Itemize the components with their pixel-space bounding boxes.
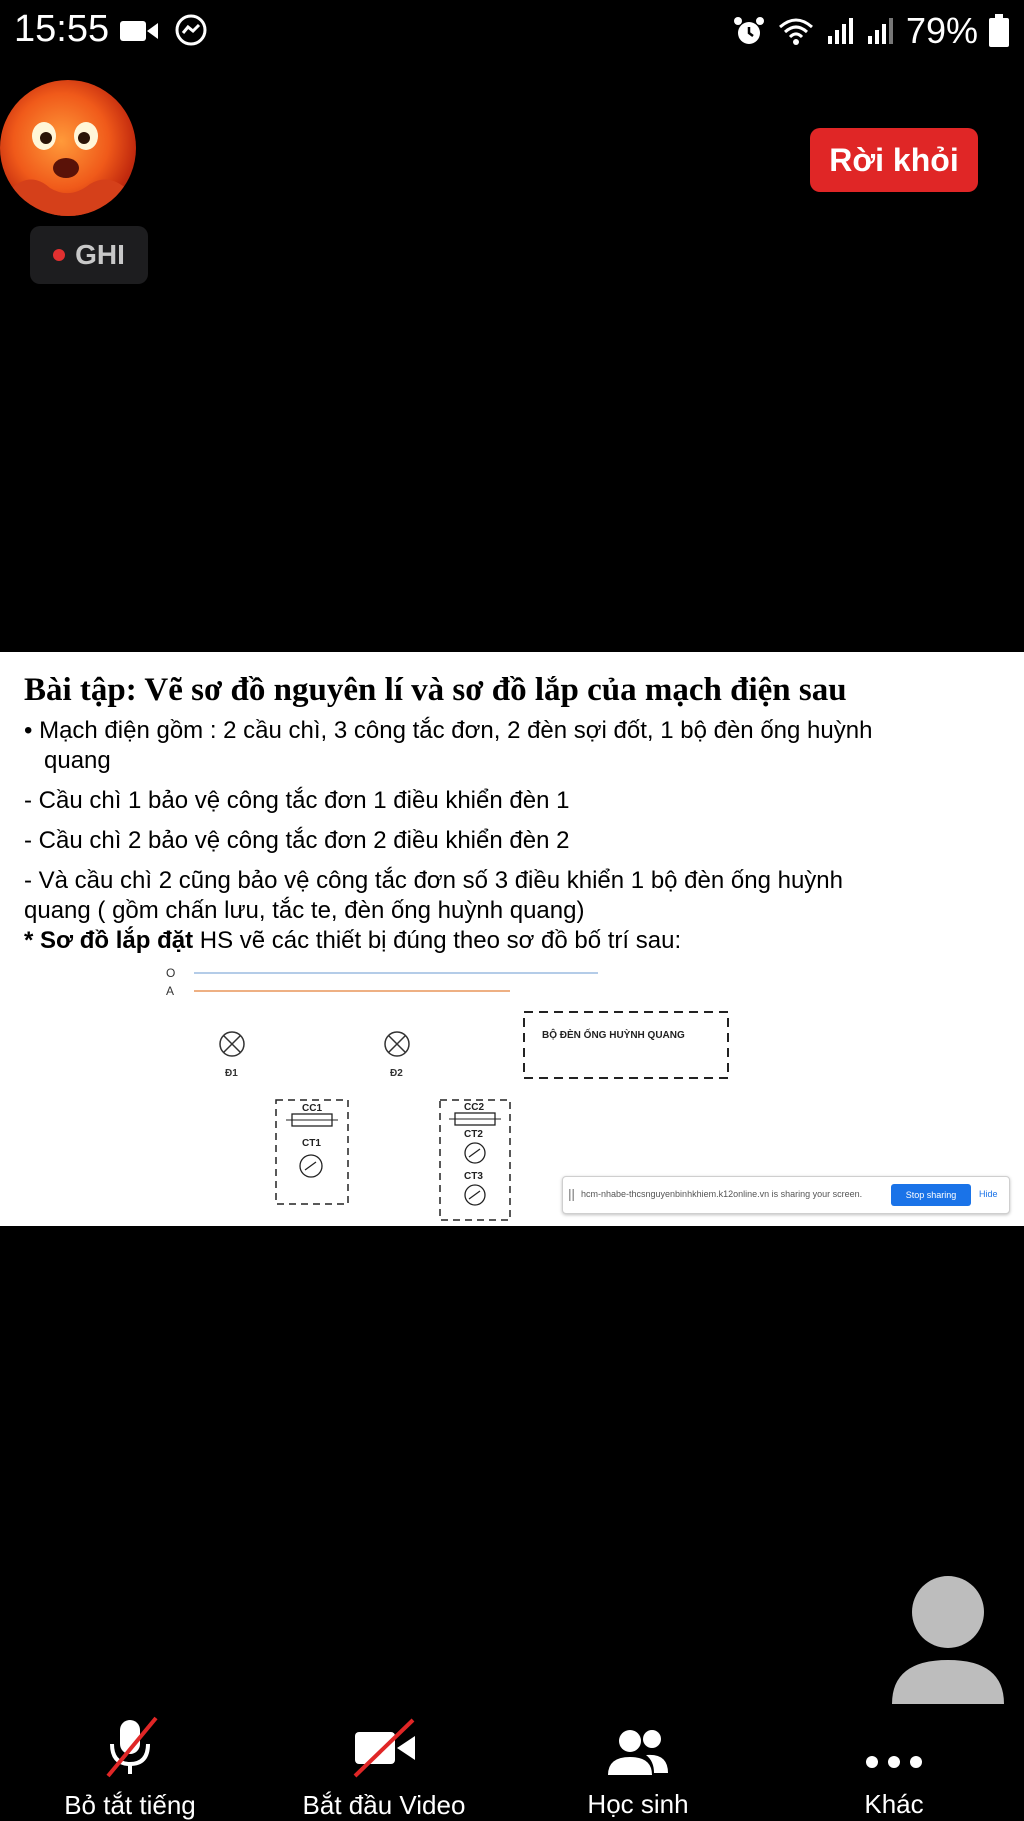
user-avatar-icon (890, 1570, 1006, 1704)
start-video-button[interactable] (282, 1716, 486, 1820)
fuse-cc2-label: CC2 (464, 1102, 485, 1113)
layout-prefix: * (24, 927, 41, 954)
battery-icon (988, 14, 1010, 48)
wifi-icon (776, 15, 816, 47)
layout-text: HS vẽ các thiết bị đúng theo sơ đồ bố trí sau: (193, 927, 682, 954)
participants-label: Học sinh (587, 1789, 689, 1819)
hide-button[interactable]: Hide (979, 1189, 998, 1199)
slide-line: • Mạch điện gồm : 2 cầu chì, 3 công tắc đơn, 2 đèn sợi đốt, 1 bộ đèn ống huỳnh (24, 717, 873, 744)
lamp-d2 (385, 1032, 409, 1079)
lamp-d1-label: Đ1 (225, 1068, 238, 1079)
signal-icon (866, 16, 896, 46)
meeting-toolbar (0, 1716, 1024, 1820)
fluorescent-box-label: BỘ ĐÈN ỐNG HUỲNH QUANG (542, 1030, 685, 1041)
start-video-label: Bắt đầu Video (302, 1790, 466, 1820)
participants-icon (606, 1727, 670, 1777)
layout-diagram (0, 652, 1024, 1226)
host-avatar (0, 80, 136, 216)
fuse-cc1-label: CC1 (302, 1103, 323, 1114)
slide-line: - Cầu chì 2 bảo vệ công tắc đơn 2 điều khiển đèn 2 (24, 827, 570, 854)
more-label: Khác (864, 1789, 924, 1819)
screen-share-notice (562, 1176, 1010, 1214)
switch-box-2 (440, 1100, 510, 1220)
fluorescent-lamp-box (524, 1012, 728, 1078)
unmute-button[interactable] (38, 1716, 222, 1820)
layout-heading: Sơ đồ lắp đặt (40, 927, 194, 954)
more-button[interactable] (844, 1716, 944, 1820)
recording-dot-icon (53, 249, 65, 261)
drag-handle-icon[interactable] (569, 1189, 575, 1201)
battery-percent: 79% (905, 10, 978, 51)
leave-meeting-button[interactable]: Rời khỏi (810, 128, 978, 192)
participants-button[interactable] (568, 1716, 708, 1820)
signal-icon (826, 16, 856, 46)
line-a-label: A (166, 984, 175, 998)
clock: 15:55 (14, 8, 110, 50)
video-camera-icon (120, 18, 158, 44)
lamp-d2-label: Đ2 (390, 1068, 403, 1079)
video-off-icon (349, 1716, 419, 1778)
microphone-muted-icon (98, 1716, 162, 1778)
slide-line: - Và cầu chì 2 cũng bảo vệ công tắc đơn số 3 điều khiển 1 bộ đèn ống huỳnh (24, 867, 843, 894)
alarm-icon (732, 14, 766, 48)
stop-sharing-button[interactable]: Stop sharing (891, 1184, 971, 1206)
switch-ct2-label: CT2 (464, 1129, 483, 1140)
share-notice-text: hcm-nhabe-thcsnguyenbinhkhiem.k12online.vn is sharing your screen. (581, 1189, 863, 1199)
shared-screen (0, 652, 1024, 1226)
fire-character-icon (0, 80, 136, 216)
line-o-label: O (166, 966, 176, 980)
unmute-label: Bỏ tắt tiếng (64, 1790, 196, 1820)
more-dots-icon (862, 1747, 926, 1777)
switch-ct3-label: CT3 (464, 1171, 483, 1182)
self-video-placeholder[interactable] (890, 1570, 1006, 1704)
switch-box-1 (276, 1100, 348, 1204)
slide-line: quang ( gồm chấn lưu, tắc te, đèn ống huỳnh quang) (24, 897, 585, 924)
status-bar (0, 0, 1024, 60)
recording-label: GHI (75, 239, 125, 270)
recording-badge (30, 226, 148, 284)
slide-title: Bài tập: Vẽ sơ đồ nguyên lí và sơ đồ lắp của mạch điện sau (24, 672, 847, 708)
slide-line: quang (44, 747, 111, 774)
slide-line: - Cầu chì 1 bảo vệ công tắc đơn 1 điều khiển đèn 1 (24, 787, 570, 814)
messenger-icon (174, 14, 208, 48)
switch-ct1-label: CT1 (302, 1138, 321, 1149)
lamp-d1 (220, 1032, 244, 1079)
